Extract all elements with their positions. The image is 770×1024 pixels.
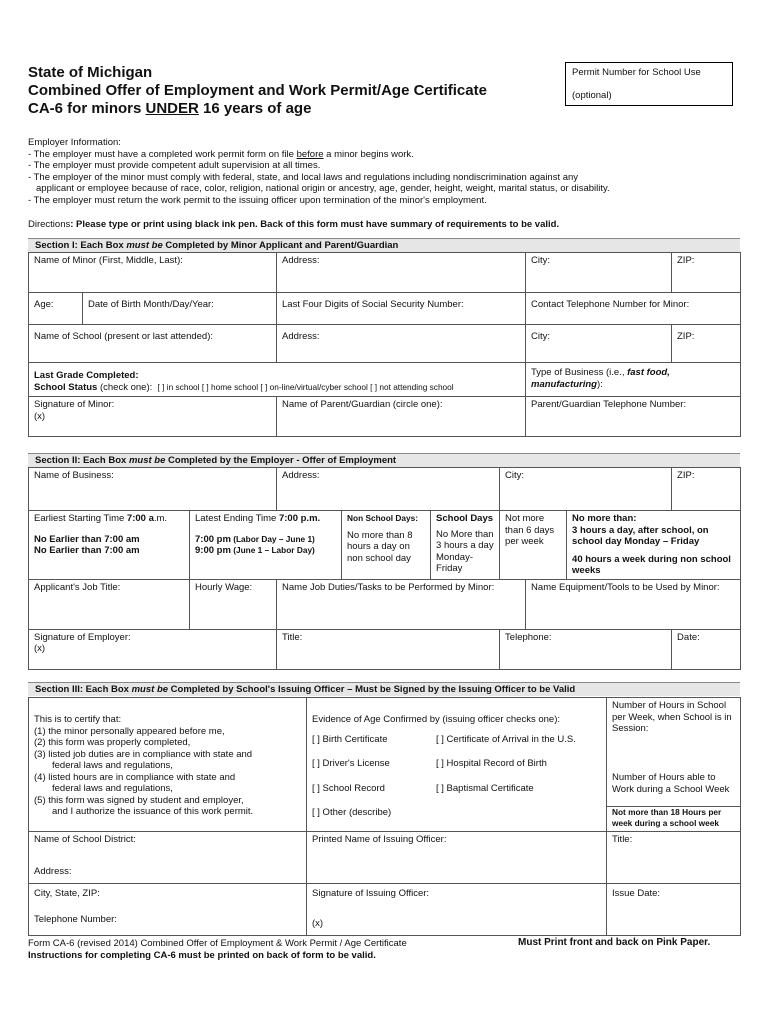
s3-bar-italic: must be bbox=[131, 684, 169, 695]
earliest-start-post: .m. bbox=[153, 513, 168, 524]
minor-zip-field[interactable] bbox=[672, 253, 741, 293]
s2-bar-pre: Section II: Each Box bbox=[35, 455, 129, 466]
employer-info-line-4: - The employer must return the work permit to the issuing officer upon termination of the minor's employment. bbox=[28, 194, 487, 206]
minor-name-field[interactable] bbox=[29, 253, 277, 293]
parent-name-label: Name of Parent/Guardian (circle one): bbox=[282, 399, 443, 410]
school-record-checkbox[interactable]: [ ] School Record bbox=[312, 782, 385, 794]
latest-end-time: 7:00 p.m. bbox=[278, 513, 321, 524]
school-status-check: (check one): bbox=[97, 381, 153, 393]
no-earlier-2: No Earlier than 7:00 am bbox=[34, 545, 140, 556]
job-duties-label: Name Job Duties/Tasks to be Performed by Minor: bbox=[282, 581, 495, 593]
footer-form-line: Form CA-6 (revised 2014) Combined Offer of Employment & Work Permit / Age Certificate bbox=[28, 938, 407, 949]
employer-signature-x: (x) bbox=[34, 643, 46, 654]
title-line-3-post: 16 years of age bbox=[198, 100, 312, 117]
employer-info-line-3b: applicant or employee because of race, color, religion, national origin or ancestry, age, gender, height, weight, marital status, or disability. bbox=[36, 183, 610, 195]
certify-2: (2) this form was properly completed, bbox=[34, 737, 191, 748]
business-city-label: City: bbox=[505, 470, 525, 481]
form-title bbox=[28, 64, 487, 118]
title-line-1: State of Michigan bbox=[28, 64, 153, 81]
line1-pre: - The employer must have a completed work permit form on file bbox=[28, 148, 297, 160]
city-state-zip-field[interactable] bbox=[29, 884, 307, 936]
title-line-3-under: UNDER bbox=[145, 100, 199, 117]
school-name-field[interactable] bbox=[29, 325, 277, 363]
birth-cert-checkbox[interactable]: [ ] Birth Certificate bbox=[312, 733, 388, 745]
s2-bar-italic: must be bbox=[128, 455, 166, 466]
minor-name-label: Name of Minor (First, Middle, Last): bbox=[34, 255, 183, 266]
business-name-label: Name of Business: bbox=[34, 470, 114, 481]
school-days-label: School Days bbox=[436, 513, 494, 524]
employer-telephone-label: Telephone: bbox=[505, 631, 552, 643]
directions-label: Directions bbox=[28, 219, 71, 230]
printed-name-field[interactable] bbox=[307, 832, 607, 884]
business-zip-field[interactable] bbox=[672, 468, 741, 511]
s3-bar-post: Completed by School's Issuing Officer – Must be Signed by the Issuing Officer to be Valid bbox=[168, 684, 576, 695]
evidence-label: Evidence of Age Confirmed by (issuing officer checks one): bbox=[312, 714, 561, 725]
ssn-field[interactable] bbox=[277, 293, 526, 325]
evidence-of-age-cell bbox=[307, 698, 607, 832]
certify-cell bbox=[29, 698, 307, 832]
school-zip-label: ZIP: bbox=[677, 331, 695, 342]
evidence-row-4 bbox=[312, 801, 601, 826]
officer-title-field[interactable] bbox=[607, 832, 741, 884]
business-type-post: ): bbox=[596, 378, 603, 390]
permit-optional: (optional) bbox=[572, 90, 612, 101]
hourly-wage-label: Hourly Wage: bbox=[195, 581, 253, 593]
minor-city-field[interactable] bbox=[526, 253, 672, 293]
employer-title-label: Title: bbox=[282, 631, 303, 643]
end-1-note: (Labor Day – June 1) bbox=[230, 533, 315, 544]
employer-info-line-2: - The employer must provide competent adult supervision at all times. bbox=[28, 160, 321, 172]
school-days-cell bbox=[431, 511, 500, 580]
grade-status-field[interactable] bbox=[29, 363, 526, 397]
hours-3-rule: 3 hours a day, after school, on school day Monday – Friday bbox=[572, 524, 709, 547]
section-2-bar bbox=[28, 453, 740, 467]
contact-phone-field[interactable] bbox=[526, 293, 741, 325]
title-line-2: Combined Offer of Employment and Work Permit/Age Certificate bbox=[28, 82, 487, 99]
certify-4: (4) listed hours are in compliance with state and bbox=[34, 771, 236, 783]
earliest-start-label bbox=[34, 513, 184, 525]
hours-able-label[interactable]: Number of Hours able to Work during a School Week bbox=[612, 772, 730, 795]
non-school-days-text: Non School Days bbox=[347, 513, 416, 523]
equipment-label: Name Equipment/Tools to be Used by Minor: bbox=[531, 581, 720, 593]
school-status-row bbox=[34, 382, 520, 394]
s1-bar-italic: must be bbox=[126, 240, 163, 251]
employer-date-label: Date: bbox=[677, 631, 700, 643]
hospital-record-checkbox[interactable]: [ ] Hospital Record of Birth bbox=[436, 758, 547, 769]
school-zip-field[interactable] bbox=[672, 325, 741, 363]
job-duties-field[interactable] bbox=[277, 579, 526, 629]
earliest-start-field[interactable] bbox=[29, 511, 190, 580]
employer-title-field[interactable] bbox=[277, 629, 500, 669]
s1-bar-pre: Section I: Each Box bbox=[35, 240, 127, 251]
business-city-field[interactable] bbox=[500, 468, 672, 511]
non-school-days-label bbox=[347, 513, 425, 524]
last-grade-label: Last Grade Completed: bbox=[34, 370, 139, 381]
school-city-field[interactable] bbox=[526, 325, 672, 363]
certify-1: (1) the minor personally appeared before me, bbox=[34, 725, 225, 737]
officer-title-label: Title: bbox=[612, 834, 633, 845]
section-3-bar bbox=[28, 682, 740, 696]
s1-bar-post: Completed by Minor Applicant and Parent/Guardian bbox=[162, 240, 399, 251]
district-field[interactable] bbox=[29, 832, 307, 884]
minor-address-field[interactable] bbox=[277, 253, 526, 293]
employer-info-heading: Employer Information: bbox=[28, 137, 121, 148]
certify-3: (3) listed job duties are in compliance with state and bbox=[34, 748, 253, 760]
hourly-wage-field[interactable] bbox=[190, 579, 277, 629]
end-time-1 bbox=[195, 534, 336, 546]
hours-40-rule: 40 hours a week during non school weeks bbox=[572, 553, 731, 576]
evidence-row-3 bbox=[312, 777, 601, 802]
footer-instructions: Instructions for completing CA-6 must be printed on back of form to be valid. bbox=[28, 950, 376, 961]
age-field[interactable] bbox=[29, 293, 83, 325]
s3-bar-pre: Section III: Each Box bbox=[35, 684, 132, 695]
business-name-field[interactable] bbox=[29, 468, 277, 511]
non-school-days-colon: : bbox=[415, 513, 419, 523]
printed-name-label: Printed Name of Issuing Officer: bbox=[312, 834, 447, 845]
school-status-label: School Status bbox=[34, 381, 98, 393]
district-label: Name of School District: bbox=[34, 834, 136, 845]
not-more-6-days: Not more than 6 days per week bbox=[505, 513, 555, 547]
certify-4b: federal laws and regulations, bbox=[52, 783, 173, 794]
no-more-8-hours: No more than 8 hours a day on non school day bbox=[347, 529, 413, 564]
other-checkbox[interactable]: [ ] Other (describe) bbox=[312, 807, 392, 818]
equipment-field[interactable] bbox=[526, 579, 741, 629]
minor-signature-field[interactable] bbox=[29, 397, 277, 437]
employer-telephone-field[interactable] bbox=[500, 629, 672, 669]
evidence-row-2 bbox=[312, 752, 601, 777]
school-address-field[interactable] bbox=[277, 325, 526, 363]
employer-signature-label: Signature of Employer: bbox=[34, 631, 131, 643]
no-more-3-hours: No More than 3 hours a day Monday-Friday bbox=[436, 528, 494, 574]
permit-number-box[interactable] bbox=[565, 62, 733, 106]
ssn-label: Last Four Digits of Social Security Number: bbox=[282, 299, 464, 310]
business-type-example: fast food, manufacturing bbox=[531, 367, 670, 390]
business-type-pre: Type of Business ( bbox=[531, 367, 610, 378]
section-2-table bbox=[28, 467, 741, 670]
earliest-start-time: 7:00 a bbox=[126, 513, 154, 524]
footer-pink-paper: Must Print front and back on Pink Paper. bbox=[518, 937, 711, 948]
directions bbox=[28, 219, 559, 230]
job-title-label: Applicant's Job Title: bbox=[34, 581, 121, 593]
not-more-6-days-cell bbox=[500, 511, 567, 580]
hours-cell bbox=[607, 698, 741, 832]
max-18-hours: Not more than 18 Hours per week during a school week bbox=[607, 806, 740, 828]
job-title-field[interactable] bbox=[29, 579, 190, 629]
employer-info-line-3: - The employer of the minor must comply with federal, state, and local laws and regulations including nondiscrimination against any bbox=[28, 171, 579, 183]
earliest-start-pre: Earliest Starting Time bbox=[34, 513, 127, 524]
latest-end-label bbox=[195, 513, 336, 525]
business-type-ie: i.e., bbox=[609, 367, 625, 378]
parent-phone-field[interactable] bbox=[526, 397, 741, 437]
title-line-3 bbox=[28, 100, 487, 118]
s2-bar-post: Completed by the Employer - Offer of Employment bbox=[165, 455, 397, 466]
minor-signature-x: (x) bbox=[34, 410, 46, 422]
age-label: Age: bbox=[34, 299, 54, 310]
arrival-cert-checkbox[interactable]: [ ] Certificate of Arrival in the U.S. bbox=[436, 733, 576, 745]
business-zip-label: ZIP: bbox=[677, 470, 695, 481]
certify-5: (5) this form was signed by student and employer, bbox=[34, 794, 244, 806]
no-more-than-label: No more than: bbox=[572, 513, 637, 524]
business-address-label: Address: bbox=[282, 470, 320, 481]
baptismal-checkbox[interactable]: [ ] Baptismal Certificate bbox=[436, 782, 534, 794]
business-address-field[interactable] bbox=[277, 468, 500, 511]
dob-label: Date of Birth Month/Day/Year: bbox=[88, 299, 214, 310]
minor-signature-label: Signature of Minor: bbox=[34, 399, 115, 410]
section-3-table bbox=[28, 697, 741, 936]
minor-address-label: Address: bbox=[282, 255, 320, 266]
evidence-row-1 bbox=[312, 728, 601, 753]
contact-phone-label: Contact Telephone Number for Minor: bbox=[531, 299, 690, 310]
directions-text: : Please type or print using black ink pen. Back of this form must have summary of requirements to be valid. bbox=[70, 219, 560, 230]
school-telephone-label: Telephone Number: bbox=[34, 913, 117, 925]
parent-phone-label: Parent/Guardian Telephone Number: bbox=[531, 399, 687, 410]
issue-date-label: Issue Date: bbox=[612, 888, 661, 899]
end-time-2 bbox=[195, 545, 336, 557]
employer-date-field[interactable] bbox=[672, 629, 741, 669]
issue-date-field[interactable] bbox=[607, 884, 741, 936]
school-address-label: Address: bbox=[282, 331, 320, 342]
certify-5b: and I authorize the issuance of this work permit. bbox=[52, 806, 254, 817]
line1-under: before bbox=[296, 148, 324, 160]
certify-title: This is to certify that: bbox=[34, 714, 122, 725]
officer-signature-label: Signature of Issuing Officer: bbox=[312, 888, 430, 899]
permit-label: Permit Number for School Use bbox=[572, 67, 701, 78]
school-name-label: Name of School (present or last attended): bbox=[34, 331, 214, 342]
section-1-bar bbox=[28, 238, 740, 252]
drivers-license-checkbox[interactable]: [ ] Driver's License bbox=[312, 758, 390, 769]
end-2-note: (June 1 – Labor Day) bbox=[230, 545, 315, 555]
city-state-zip-label: City, State, ZIP: bbox=[34, 888, 100, 899]
no-more-than-cell bbox=[567, 511, 741, 580]
end-2-time: 9:00 pm bbox=[195, 545, 231, 556]
title-line-3-pre: CA-6 for minors bbox=[28, 100, 146, 117]
district-address-label: Address: bbox=[34, 865, 72, 877]
minor-city-label: City: bbox=[531, 255, 550, 266]
parent-name-field[interactable] bbox=[277, 397, 526, 437]
employer-info-line-1 bbox=[28, 149, 748, 161]
section-1-table bbox=[28, 252, 741, 437]
certify-3b: federal laws and regulations, bbox=[52, 760, 173, 771]
school-status-options[interactable]: [ ] in school [ ] home school [ ] on-line/virtual/cyber school [ ] not attending school bbox=[157, 381, 454, 392]
officer-signature-x: (x) bbox=[312, 917, 324, 929]
type-of-business-field[interactable] bbox=[526, 363, 741, 397]
hours-in-session-label[interactable]: Number of Hours in School per Week, when School is in Session: bbox=[612, 700, 732, 734]
school-city-label: City: bbox=[531, 331, 550, 342]
latest-end-pre: Latest Ending Time bbox=[195, 513, 279, 524]
officer-signature-field[interactable] bbox=[307, 884, 607, 936]
minor-zip-label: ZIP: bbox=[677, 255, 695, 266]
non-school-days-cell bbox=[342, 511, 431, 580]
no-earlier-1: No Earlier than 7:00 am bbox=[34, 533, 140, 545]
latest-end-field[interactable] bbox=[190, 511, 342, 580]
end-1-time: 7:00 pm bbox=[195, 533, 231, 545]
dob-field[interactable] bbox=[83, 293, 277, 325]
employer-signature-field[interactable] bbox=[29, 629, 277, 669]
employer-information bbox=[28, 137, 748, 207]
line1-post: a minor begins work. bbox=[323, 148, 414, 160]
